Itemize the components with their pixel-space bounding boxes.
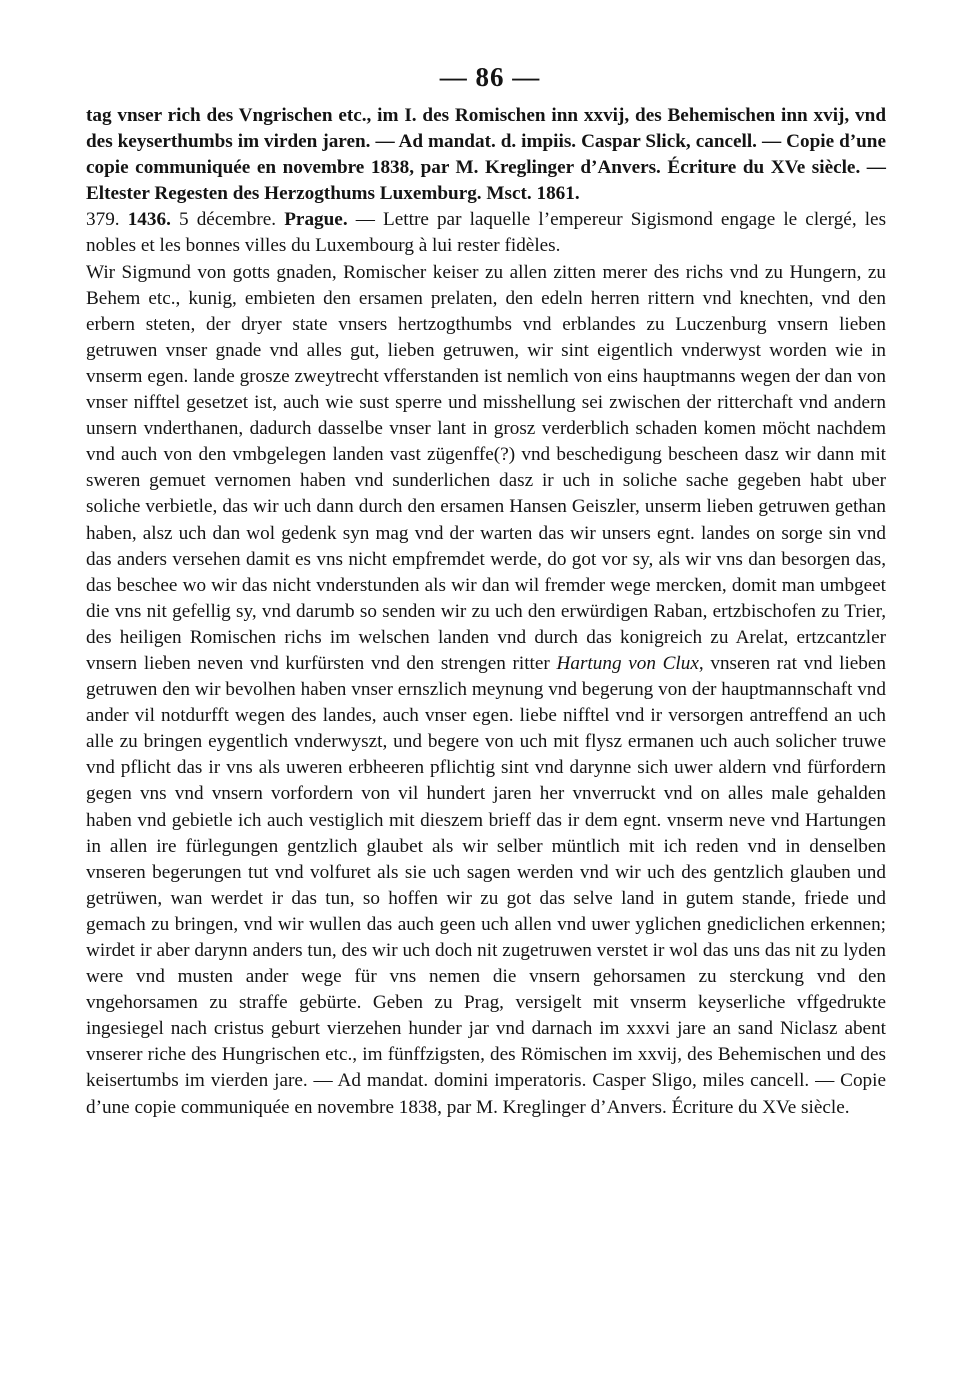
entry-number: 379. (86, 209, 120, 231)
entry-heading (86, 207, 886, 259)
entry-body (86, 260, 886, 1121)
page-number: — 86 — (439, 62, 541, 92)
entry-italic-name: Hartung von Clux (556, 652, 699, 674)
text-block (86, 103, 886, 1121)
previous-entry-tail: tag vnser rich des Vngrischen etc., im I. des Romischen inn xxvij, des Behemischen inn xvij, vnd des keyserthumbs im virden jaren. — Ad mandat. d. impiis. Caspar Slick, cancell. — Copie d’une copie communiquée en novembre 1838, par M. Kreglinger d’Anvers. Écriture du XVe siècle. — Eltester Regesten des Herzogthums Luxemburg. Msct. 1861. (86, 105, 886, 205)
entry-summary: — Lettre par laquelle l’empereur Sigismond engage le clergé, les nobles et les bonnes villes du Luxembourg à lui rester fidèles. (86, 209, 887, 257)
entry-date: 5 décembre. (179, 209, 277, 231)
entry-year: 1436. (127, 209, 171, 231)
entry-place: Prague. (284, 209, 348, 231)
entry-text-part-1: Wir Sigmund von gotts gnaden, Romischer keiser zu allen zitten merer des richs vnd zu Hungern, zu Behem etc., kunig, embieten den ersamen prelaten, den edeln herren rittern vnd knechten, vnd den erbern steten, der dryer state vnsers hertzogthumbs vnd erblandes zu Luczenburg vnsern lieben getruwen vnser gnade vnd alles gut, lieben getruwen, wir sint eigentlich vnderwyst worden wie in vnserm egen. lande grosze zweytrecht vfferstanden ist nemlich von eins hauptmanns wegen der dan von vnser nifftel gesetzet ist, auch wie sust sperre und misshellung sei zwischen der ritterchaft vnd andern unsern vnderthanen, dadurch dasselbe vnser lant in grosz verderblich schaden komen möcht nachdem vnd auch von den vmbgelegen landen vast zügenffe(?) vnd beschedigung bescheen dasz wir dann mit sweren gemuet vernomen haben vnd sunderlichen dasz ir uch in soliche sache gegeben habt uber soliche verbietle, das wir uch dann durch den ersamen Hansen Geiszler, unserm lieben getruwen gethan haben, alsz uch dan wol gedenk syn mag vnd der warten das wir unsers egnt. landes on sorge sin vnd das anders versehen damit es vns nicht empfremdet werde, do got vor sy, als wir vns dan besorgen das, das beschee wo wir das nicht vnderstunden als wir dan wil fremder wege mercken, domit man umbgeet die vns nit gefellig sy, vnd darumb so senden wir zu uch den erwürdigen Raban, ertzbischofen zu Trier, des heiligen Romischen richs im welschen landen vnd durch das konigreich zu Arelat, ertzcantzler vnsern lieben neven vnd kurfürsten vnd den strengen ritter (86, 261, 886, 674)
entry-text-part-2: , vnseren rat vnd lieben getruwen den wir bevolhen haben vnser ernszlich meynung vnd begerung von der hauptmannschaft vnd ander vil notdurfft wegen des landes, auch vnser egen. liebe nifftel vnd ir versorgen antreffend an uch alle zu bringen eygentlich vnderwyszt, und begere von uch mit flysz ermanen uch auch solicher truwe vnd pflicht das ir vns als uweren erbheeren pflichtig sint vnd darynne sich uwer aldern vnd fürfordern gegen vns vnd vnsern vorfordern von vil hundert jaren her vnverruckt vnd on alles male gehalden haben vnd gebietle ich auch vestiglich mit dieszem brieff das ir dem egnt. vnserm neve vnd Hartungen in allen ire fürlegungen gentzlich glaubet als wir selber müntlich mit ich reden vnd in denselben vnseren begerungen tut vnd volfuret als sie uch sagen werden vnd wir uch des gentzlich glauben und getrüwen, wan werdet ir das tun, so hoffen wir zu got das selve land in gutem stande, friede und gemach zu bringen, vnd wir wullen das auch geen uch allen vnd uwer yglichen gnediclichen erkennen; wirdet ir aber darynn anders tun, des wir uch doch nit zugetruwen verstet ir wol das uns das nit zu lyden were vnd musten ander wege für vns nemen die vnsern gehorsamen zu sterckung vnd den vngehorsamen zu straffe gebürte. Geben zu Prag, versigelt mit vnserm keyserliche vffgedrukte ingesiegel nach cristus geburt vierzehen hunder jar vnd darnach im xxxvi jare an sand Niclasz abent vnserer riche des Hungrischen etc., im fünffzigsten, des Römischen im xxvij, des Behemischen und des keisertumbs im vierden jare. — Ad mandat. domini imperatoris. Casper Sligo, miles cancell. — Copie d’une copie communiquée en novembre 1838, par M. Kreglinger d’Anvers. Écriture du XVe siècle. (86, 652, 887, 1118)
